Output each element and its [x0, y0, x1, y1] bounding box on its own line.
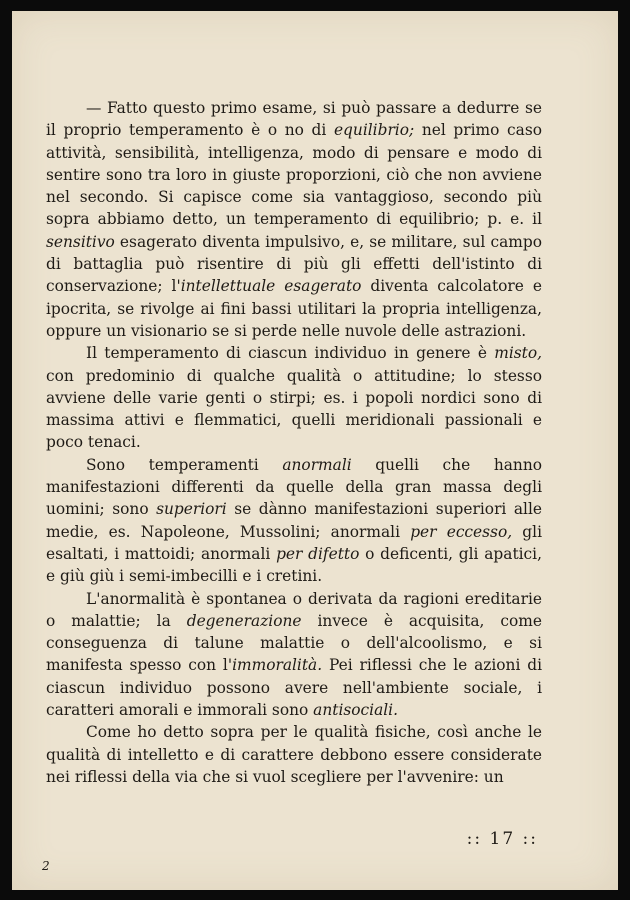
paragraph-5: Come ho detto sopra per le qualità fisiche, così anche le qualità di intelletto e di carattere debbono essere considerate nei riflessi della via che si vuol scegliere per l'avvenire: un [46, 723, 542, 786]
paragraph-4: L'anormalità è spontanea o derivata da ragioni ereditarie o malattie; la degenerazione invece è acquisita, come conseguenza di talune malattie o dell'alcoolismo, e si manifesta spesso con l'immoralità. Pei riflessi che le azioni di ciascun individuo possono avere nell'ambiente sociale, i caratteri amorali e immorali sono antisociali. [46, 589, 543, 720]
paragraph-3: Sono temperamenti anormali quelli che hanno manifestazioni differenti da quelle della gran massa degli uomini; sono superiori se dànno manifestazioni superiori alle medie, es. Napoleone, Mussolini; anormali per eccesso, gli esaltati, i mattoidi; anormali per difetto o deficenti, gli apatici, e giù giù i semi-imbecilli e i cretini. [46, 455, 543, 586]
signature-mark: 2 [42, 859, 50, 873]
paragraph-1: — Fatto questo primo esame, si può passare a dedurre se il proprio temperamento è o no di equilibrio; nel primo caso attività, sensibilità, intelligenza, modo di pensare e modo di sentire sono tra loro in giuste proporzioni, ciò che non avviene nel secondo. Si capisce come sia vantaggioso, secondo più sopra abbiamo detto, un temperamento di equilibrio; p. e. il sensitivo esagerato diventa impulsivo, e, se militare, sul campo di battaglia può risentire di più gli effetti dell'istinto di conservazione; l'intellettuale esagerato diventa calcolatore e ipocrita, se rivolge ai fini bassi utilitari la propria intelligenza, oppure un visionario se si perde nelle nuvole delle astrazioni. [46, 99, 542, 340]
page-number: :: 17 :: [466, 829, 538, 849]
body-text [46, 97, 542, 788]
paragraph-2: Il temperamento di ciascun individuo in genere è misto, con predominio di qualche qualità o attitudine; lo stesso avviene delle varie genti o stirpi; es. i popoli nordici sono di massima attivi e flemmatici, quelli meridionali passionali e poco tenaci. [46, 344, 542, 452]
book-page [12, 11, 618, 890]
